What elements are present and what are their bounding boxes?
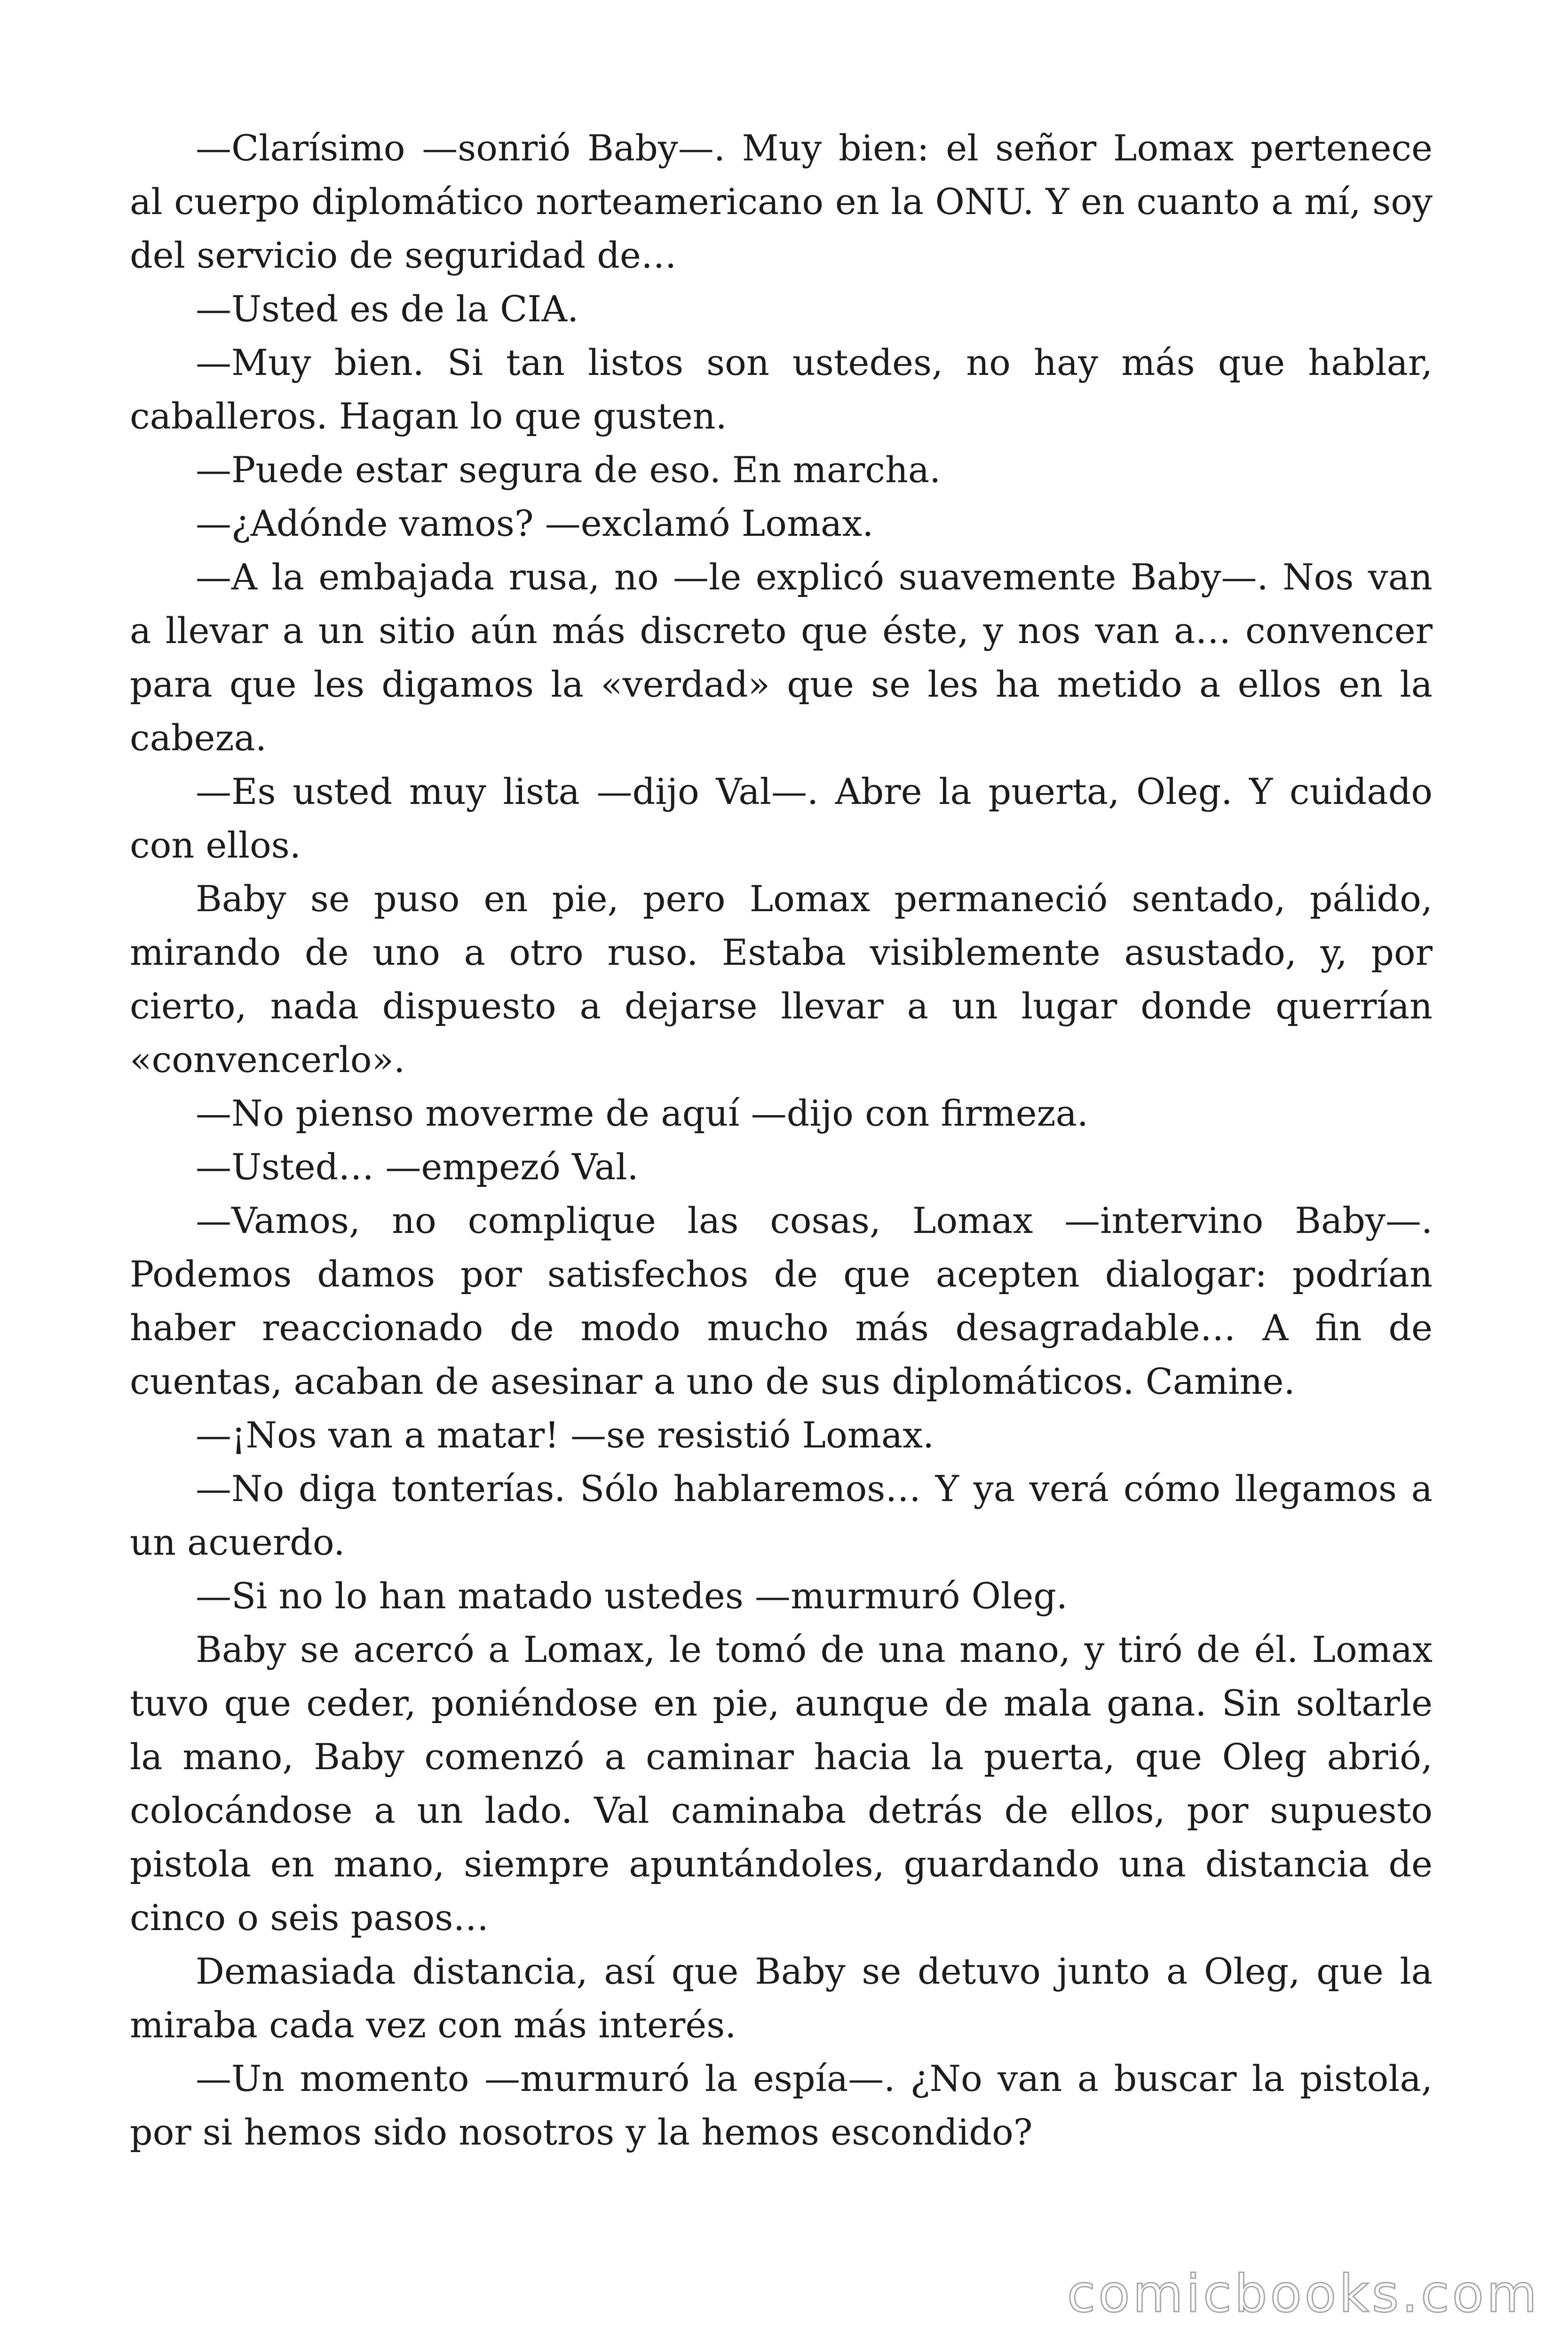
paragraph: —Puede estar segura de eso. En marcha.: [196, 449, 941, 491]
paragraph: —Muy bien. Si tan listos son ustedes, no hay más que hablar, caballeros. Hagan lo que gusten.: [130, 342, 1433, 437]
paragraph: Baby se puso en pie, pero Lomax permaneció sentado, pálido, mirando de uno a otro ruso. Estaba visiblemente asustado, y, por cierto, nada dispuesto a dejarse llevar a un lugar donde querrían «convencerlo».: [130, 878, 1433, 1081]
paragraph: Demasiada distancia, así que Baby se detuvo junto a Oleg, que la miraba cada vez con más interés.: [130, 1950, 1433, 2046]
paragraph: —Si no lo han matado ustedes —murmuró Oleg.: [196, 1575, 1068, 1617]
page-body: [130, 121, 1433, 2224]
paragraph: —Usted es de la CIA.: [196, 288, 579, 330]
paragraph: —Usted… —empezó Val.: [196, 1146, 639, 1188]
paragraph: —Clarísimo —sonrió Baby—. Muy bien: el señor Lomax pertenece al cuerpo diplomático norteamericano en la ONU. Y en cuanto a mí, soy del servicio de seguridad de…: [130, 127, 1433, 276]
paragraph: —¿Adónde vamos? —exclamó Lomax.: [196, 502, 874, 544]
paragraph: —Vamos, no complique las cosas, Lomax —intervino Baby—. Podemos damos por satisfechos de que acepten dialogar: podrían haber reaccionado de modo mucho más desagradable… A fin de cuentas, acaban de asesinar a uno de sus diplomáticos. Camine.: [130, 1200, 1433, 1402]
paragraph: —No diga tonterías. Sólo hablaremos… Y ya verá cómo llegamos a un acuerdo.: [130, 1468, 1433, 1563]
paragraph: Baby se acercó a Lomax, le tomó de una mano, y tiró de él. Lomax tuvo que ceder, poniéndose en pie, aunque de mala gana. Sin soltarle la mano, Baby comenzó a caminar hacia la puerta, que Oleg abrió, colocándose a un lado. Val caminaba detrás de ellos, por supuesto pistola en mano, siempre apuntándoles, guardando una distancia de cinco o seis pasos…: [130, 1629, 1433, 1939]
watermark-text: comicbooks.com: [1067, 2264, 1540, 2324]
paragraph: —Un momento —murmuró la espía—. ¿No van a buscar la pistola, por si hemos sido nosotros y la hemos escondido?: [130, 2058, 1433, 2153]
paragraph: —A la embajada rusa, no —le explicó suavemente Baby—. Nos van a llevar a un sitio aún más discreto que éste, y nos van a… convencer para que les digamos la «verdad» que se les ha metido a ellos en la cabeza.: [130, 556, 1433, 759]
paragraph: —Es usted muy lista —dijo Val—. Abre la puerta, Oleg. Y cuidado con ellos.: [130, 771, 1433, 866]
paragraph: —¡Nos van a matar! —se resistió Lomax.: [196, 1414, 934, 1456]
paragraph: —No pienso moverme de aquí —dijo con firmeza.: [196, 1092, 1089, 1134]
